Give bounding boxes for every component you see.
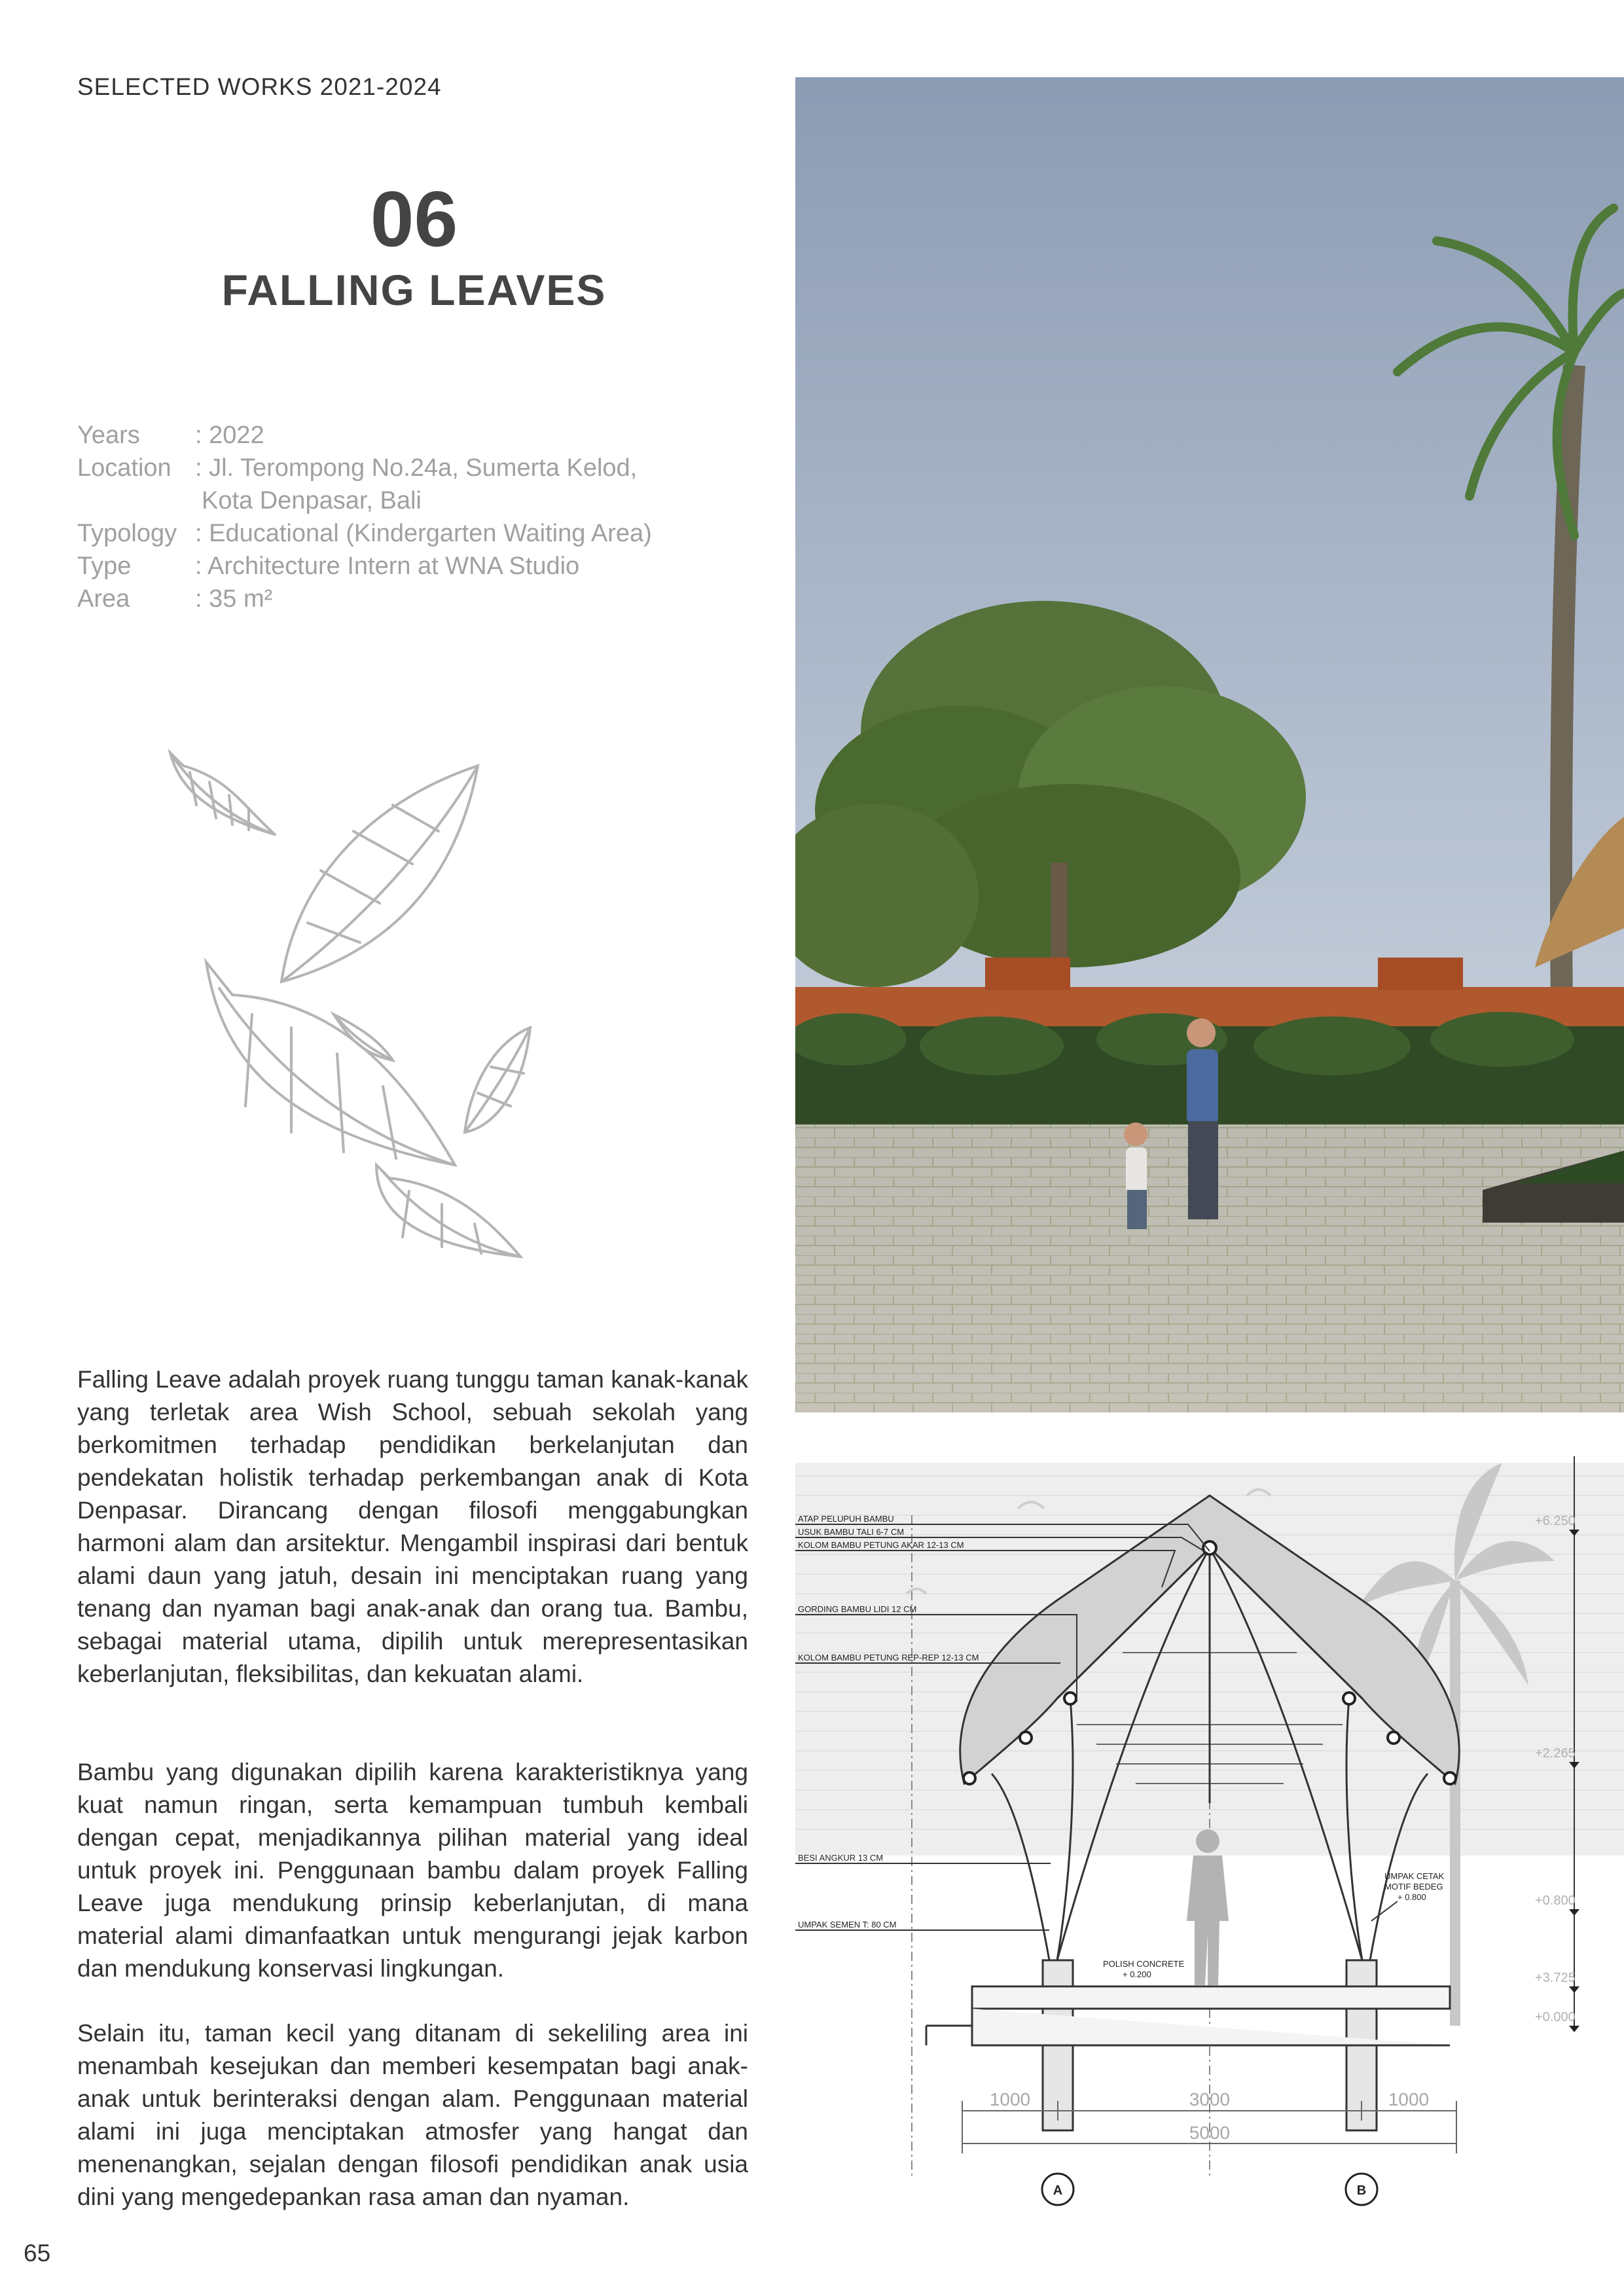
grid-label-a: A <box>1053 2183 1063 2198</box>
render-image <box>795 77 1624 1412</box>
info-row-typology <box>77 517 652 550</box>
falling-leaves-sketch <box>151 740 674 1283</box>
info-value: : Jl. Terompong No.24a, Sumerta Kelod, <box>195 454 638 482</box>
series-header: SELECTED WORKS 2021-2024 <box>77 73 442 100</box>
info-row-location <box>77 452 652 484</box>
page-number: 65 <box>24 2240 51 2267</box>
label-polish-level: + 0.200 <box>1123 1969 1151 1979</box>
dim-right: 1000 <box>1388 2089 1430 2109</box>
level-mark: +2.265 <box>1535 1746 1576 1761</box>
label-umpak-semen: UMPAK SEMEN T: 80 CM <box>798 1920 897 1929</box>
info-label: Location <box>77 454 171 482</box>
label-gording: GORDING BAMBU LIDI 12 CM <box>798 1604 917 1614</box>
leaf-sketch <box>170 753 275 834</box>
info-value: : 2022 <box>195 422 264 449</box>
project-number: 06 <box>370 175 458 263</box>
leaf-sketch <box>206 962 455 1165</box>
level-mark: +3.725 <box>1535 1971 1576 1985</box>
level-mark: +6.250 <box>1535 1514 1576 1528</box>
info-label: Type <box>77 552 132 580</box>
description-paragraph-2: Bambu yang digunakan dipilih karena karakteristiknya yang kuat namun ringan, serta kemampuan tumbuh kembali dengan cepat, menjadikannya pilihan material yang ideal untuk proyek ini. Penggunaan bambu dalam proyek Falling Leave juga mendukung prinsip keberlanjutan, di mana material alami dimanfaatkan untuk mengurangi jejak karbon dan mendukung konservasi lingkungan. <box>77 1759 748 1982</box>
label-besi: BESI ANGKUR 13 CM <box>798 1853 884 1863</box>
label-polish: POLISH CONCRETE <box>1103 1959 1185 1969</box>
label-motif-bedeg: MOTIF BEDEG <box>1384 1882 1443 1892</box>
leaf-sketch <box>334 1014 393 1060</box>
dim-middle: 3000 <box>1189 2089 1231 2109</box>
dim-left: 1000 <box>989 2089 1031 2109</box>
leaf-sketch <box>281 766 478 982</box>
info-row-area <box>77 583 652 615</box>
label-umpak-cetak: UMPAK CETAK <box>1384 1871 1445 1881</box>
info-label: Typology <box>77 520 177 547</box>
info-row-years <box>77 419 652 452</box>
label-atap: ATAP PELUPUH BAMBU <box>798 1514 894 1524</box>
info-row-type <box>77 550 652 583</box>
label-kolom-rep: KOLOM BAMBU PETUNG REP-REP 12-13 CM <box>798 1653 979 1662</box>
level-mark: +0.800 <box>1535 1893 1576 1908</box>
project-info <box>77 419 652 615</box>
leaf-sketch <box>465 1028 530 1132</box>
info-value: : 35 m² <box>195 585 273 613</box>
section-drawing <box>795 1437 1624 2235</box>
description-paragraph-1: Falling Leave adalah proyek ruang tunggu taman kanak-kanak yang terletak area Wish School, sebuah sekolah yang berkomitmen terhadap pendidikan berkelanjutan dan pendekatan holistik terhadap perkembangan anak di Kota Denpasar. Dirancang dengan filosofi menggabungkan harmoni alam dan arsitektur. Mengambil inspirasi dari bentuk alami daun yang jatuh, desain ini menciptakan ruang yang tenang dan nyaman bagi anak-anak dan orang tua. Bambu, sebagai material utama, dipilih untuk merepresentasikan keberlanjutan, fleksibilitas, dan kekuatan alami. <box>77 1366 748 1687</box>
level-mark: +0.000 <box>1535 2010 1576 2024</box>
label-umpak-level: + 0.800 <box>1398 1892 1426 1902</box>
info-label: Years <box>77 422 140 449</box>
info-row-location-cont <box>77 484 652 517</box>
description-paragraph-3: Selain itu, taman kecil yang ditanam di sekeliling area ini menambah kesejukan dan memberi kesempatan bagi anak-anak untuk berinteraksi dengan alam. Penggunaan material alami ini juga menciptakan atmosfer yang hangat dan menenangkan, sejalan dengan filosofi pendidikan anak usia dini yang mengedepankan rasa aman dan nyaman. <box>77 2020 748 2210</box>
label-kolom-akar: KOLOM BAMBU PETUNG AKAR 12-13 CM <box>798 1540 964 1550</box>
leaf-sketch <box>376 1165 520 1257</box>
info-value: Kota Denpasar, Bali <box>202 487 422 514</box>
info-label: Area <box>77 585 130 613</box>
project-title: FALLING LEAVES <box>221 266 607 314</box>
info-value: : Educational (Kindergarten Waiting Area) <box>195 520 652 547</box>
info-value: : Architecture Intern at WNA Studio <box>195 552 580 580</box>
grid-label-b: B <box>1356 2183 1367 2198</box>
dim-total: 5000 <box>1189 2123 1231 2143</box>
label-usuk: USUK BAMBU TALI 6-7 CM <box>798 1527 905 1537</box>
